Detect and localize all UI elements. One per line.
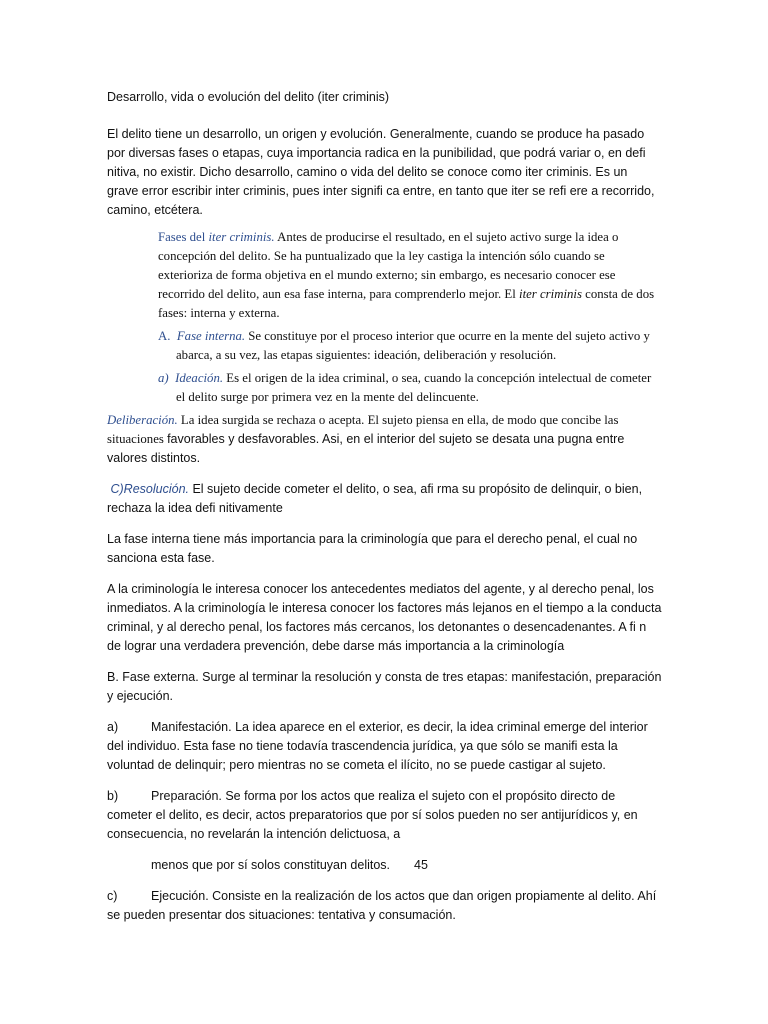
- paragraph-fases: [158, 228, 662, 323]
- paragraph-criminologia: A la criminología le interesa conocer los antecedentes mediatos del agente, y al derecho penal, los inmediatos. A la criminología le interesa conocer los factores más lejanos en el tiempo a la conducta criminal, y al derecho penal, los factores más cercanos, los detonantes o desencadenantes. A fi n de lograr una verdadera prevención, debe darse más importancia a la criminología: [107, 582, 662, 653]
- fases-label: Fases del: [158, 230, 209, 244]
- fases-italic: iter criminis: [519, 287, 582, 301]
- page-number: 45: [414, 858, 428, 872]
- ideacion-label: Ideación.: [175, 371, 224, 385]
- continuation-text: menos que por sí solos constituyan delitos.: [151, 858, 391, 872]
- paragraph-deliberacion: [107, 411, 662, 468]
- list-item-manifestacion: [107, 718, 662, 775]
- preparacion-marker: b): [107, 789, 119, 803]
- fases-text: Antes de producirse el resultado, en el sujeto activo surge la idea o concepción del delito. Se ha puntualizado que la ley castiga la intención sólo cuando se exterioriza de forma objetiva en el mundo externo; sin embargo, es necesario conocer ese recorrido del delito, aun esa fase interna, para comprenderlo mejor. El: [158, 230, 619, 301]
- deliberacion-text-sans: favorables y desfavorables. Asi, en el interior del sujeto se desata una pugna entre valores distintos.: [107, 432, 625, 465]
- preparacion-text: Preparación. Se forma por los actos que realiza el sujeto con el propósito directo de cometer el delito, es decir, actos preparatorios que por sí solos pueden no ser antijurídicos y, en consecuencia, no revelarán la intención delictuosa, a: [107, 789, 638, 841]
- ideacion-text: Es el origen de la idea criminal, o sea, cuando la concepción intelectual de cometer el delito surge por primera vez en la mente del delincuente.: [176, 371, 652, 404]
- paragraph-intro: El delito tiene un desarrollo, un origen y evolución. Generalmente, cuando se produce ha pasado por diversas fases o etapas, cuya importancia radica en la punibilidad, que podrá variar o, en defi nitiva, no existir. Dicho desarrollo, camino o vida del delito se conoce como iter criminis. Es un grave error escribir inter criminis, pues inter signifi ca entre, en tanto que iter se refi ere a recorrido, camino, etcétera.: [107, 127, 655, 217]
- resolucion-label: C)Resolución.: [110, 482, 189, 496]
- list-item-preparacion: [107, 787, 662, 844]
- deliberacion-label: Deliberación.: [107, 413, 178, 427]
- document-page: [107, 88, 662, 925]
- manifestacion-marker: a): [107, 720, 119, 734]
- fase-interna-text: Se constituye por el proceso interior que ocurre en la mente del sujeto activo y abarca, a su vez, las etapas siguientes: ideación, deliberación y resolución.: [176, 329, 650, 362]
- paragraph-resolucion: [107, 480, 662, 518]
- document-heading: Desarrollo, vida o evolución del delito (iter criminis): [107, 90, 390, 104]
- continuation-line: [151, 856, 662, 875]
- resolucion-text: El sujeto decide cometer el delito, o sea, afi rma su propósito de delinquir, o bien, rechaza la idea defi nitivamente: [107, 482, 643, 515]
- ejecucion-text: Ejecución. Consiste en la realización de los actos que dan origen propiamente al delito. Ahí se pueden presentar dos situaciones: tentativa y consumación.: [107, 889, 657, 922]
- paragraph-fase-interna-importancia: La fase interna tiene más importancia para la criminología que para el derecho penal, el cual no sanciona esta fase.: [107, 532, 638, 565]
- list-item-fase-interna: [158, 327, 662, 365]
- list-item-ideacion: [158, 369, 662, 407]
- fase-interna-marker: A.: [158, 329, 171, 343]
- paragraph-fase-externa: B. Fase externa. Surge al terminar la resolución y consta de tres etapas: manifestación, preparación y ejecución.: [107, 670, 662, 703]
- ideacion-marker: a): [158, 371, 169, 385]
- list-item-ejecucion: [107, 887, 662, 925]
- fases-text-end: consta de dos fases: interna y externa.: [158, 287, 655, 320]
- ejecucion-marker: c): [107, 889, 118, 903]
- deliberacion-text: La idea surgida se rechaza o acepta. El sujeto piensa en ella, de modo que concibe las situaciones: [107, 413, 619, 446]
- fases-label-italic: iter criminis.: [208, 230, 275, 244]
- fase-interna-label: Fase interna.: [176, 329, 246, 343]
- manifestacion-text: Manifestación. La idea aparece en el exterior, es decir, la idea criminal emerge del interior del individuo. Esta fase no tiene todavía trascendencia jurídica, ya que sólo se manifi esta la voluntad de delinquir; pero mientras no se cometa el ilícito, no se puede castigar al sujeto.: [107, 720, 648, 772]
